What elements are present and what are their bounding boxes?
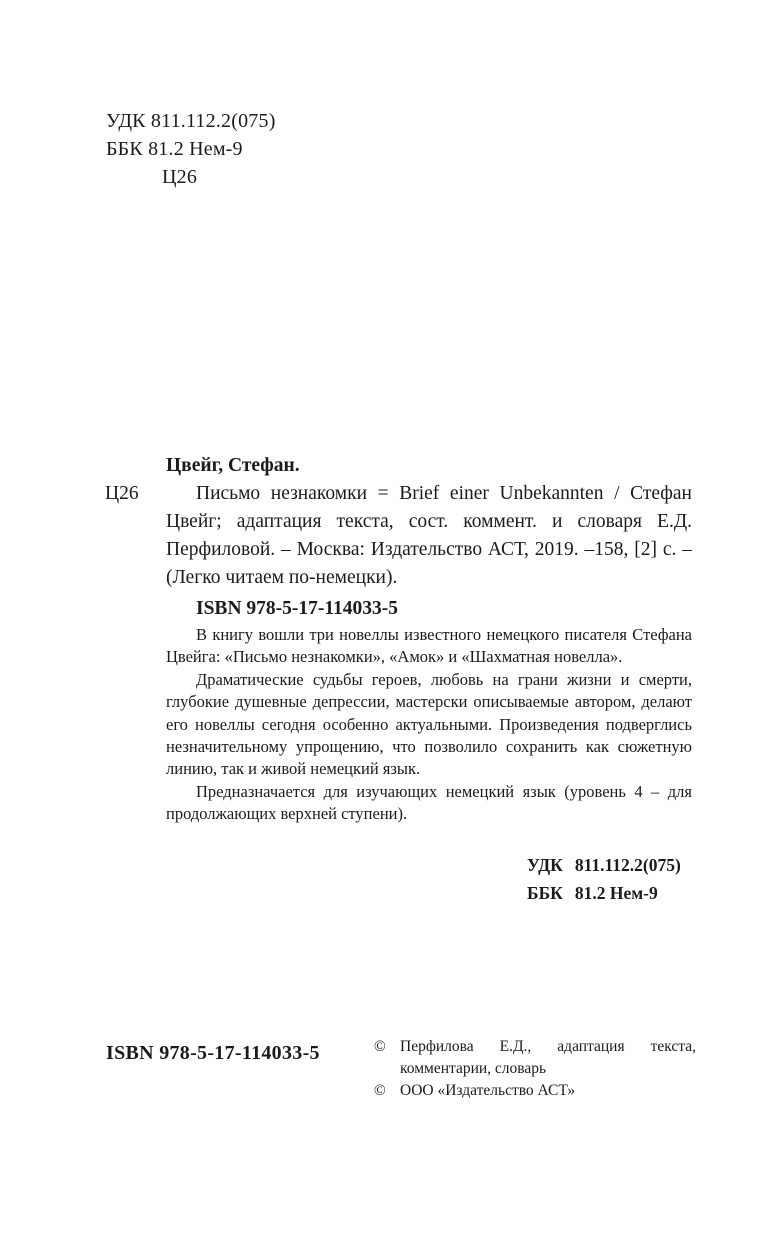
bbk-code-footer <box>527 879 681 907</box>
copyright-symbol: © <box>374 1038 386 1055</box>
udk-label: УДК <box>527 855 563 875</box>
copyright-block <box>374 1036 696 1103</box>
bbk-value: 81.2 Нем-9 <box>574 883 658 903</box>
top-codes-block <box>106 107 276 191</box>
copyright-item <box>374 1036 696 1079</box>
bibliographic-description: Письмо незнакомки = Brief einer Unbekannten / Стефан Цвейг; адаптация текста, сост. коммент. и словаря Е.Д. Перфиловой. – Москва: Издательство АСТ, 2019. –158, [2] с. – (Легко читаем по-немецки). <box>166 483 692 588</box>
copyright-text: ООО «Издательство АСТ» <box>400 1082 576 1099</box>
annotation-paragraph: Драматические судьбы героев, любовь на грани жизни и смерти, глубокие душевные депрессии, мастерски описываемые автором, делают его новеллы сегодня особенно актуальными. Произведения подверглись незначительному упрощению, что позволило сохранить как сюжетную линию, так и живой немецкий язык. <box>166 669 692 779</box>
footer-codes-block <box>527 851 681 907</box>
catalog-entry <box>105 452 692 623</box>
udk-code-top: УДК 811.112.2(075) <box>106 110 276 132</box>
annotation-paragraph: Предназначается для изучающих немецкий язык (уровень 4 – для продолжающих верхней ступени). <box>166 781 692 824</box>
bibliographic-entry <box>105 480 692 592</box>
annotation-paragraph: В книгу вошли три новеллы известного немецкого писателя Стефана Цвейга: «Письмо незнакомки», «Амок» и «Шахматная новелла». <box>166 625 692 667</box>
isbn-catalog: ISBN 978-5-17-114033-5 <box>196 598 399 619</box>
copyright-symbol: © <box>374 1082 386 1099</box>
author-heading: Цвейг, Стефан. <box>166 455 300 476</box>
udk-value: 811.112.2(075) <box>574 855 681 875</box>
bbk-code-top: ББК 81.2 Нем-9 <box>106 138 243 160</box>
copyright-item <box>374 1080 696 1102</box>
copyright-text: Перфилова Е.Д., адаптация текста, комментарии, словарь <box>400 1038 696 1077</box>
udk-code-footer <box>527 851 681 879</box>
annotation-block <box>166 624 692 826</box>
isbn-bottom: ISBN 978-5-17-114033-5 <box>106 1042 320 1064</box>
bbk-label: ББК <box>527 883 563 903</box>
author-sign-code-top: Ц26 <box>162 166 198 188</box>
author-sign-margin-code: Ц26 <box>105 483 139 504</box>
